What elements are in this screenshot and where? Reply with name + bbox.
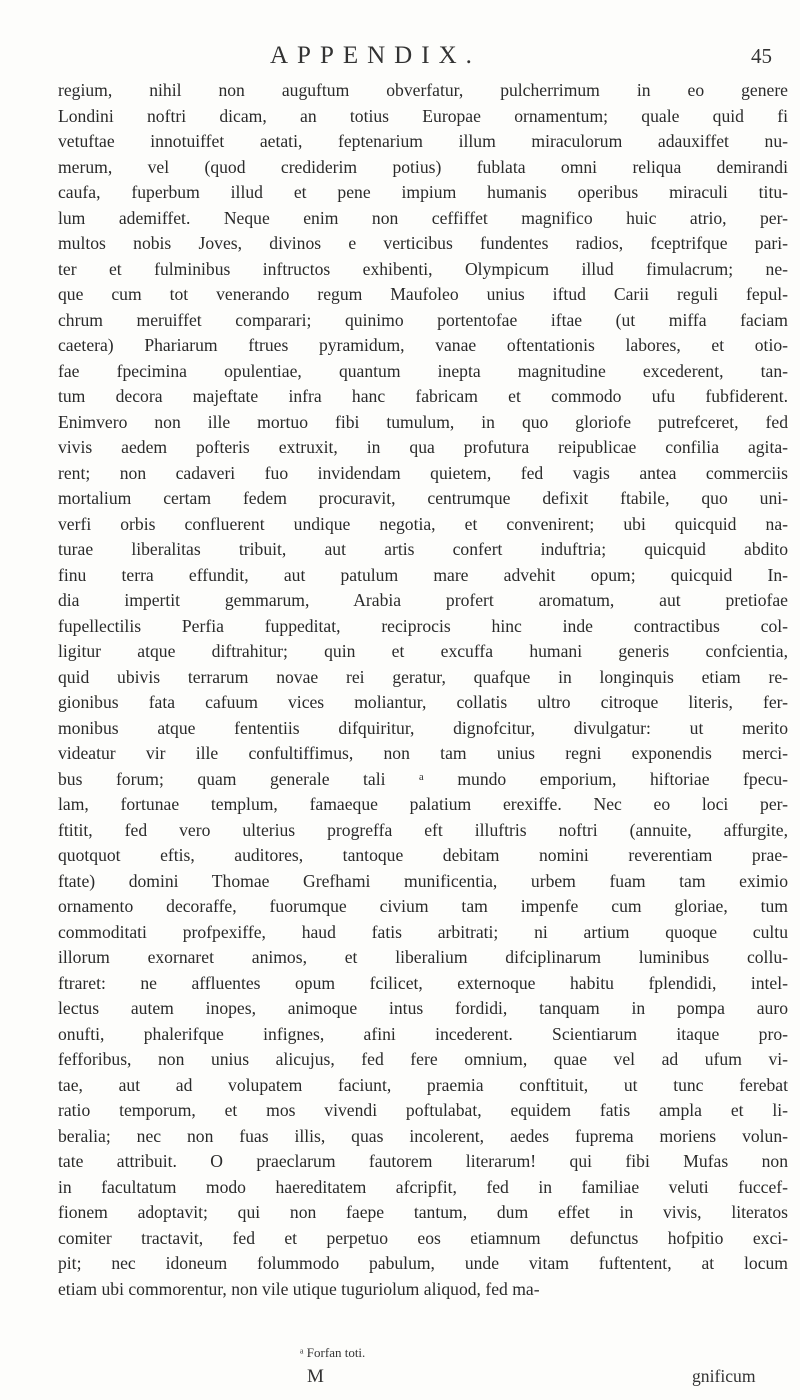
page-number: 45: [751, 44, 772, 68]
text-line: ftitit, fed vero ulterius progreffa eft illuftris noftri (annuite, affurgite,: [58, 819, 788, 840]
text-line: caetera) Phariarum ftrues pyramidum, vanae oftentationis labores, et otio-: [58, 335, 788, 355]
running-title: APPENDIX.: [270, 42, 481, 69]
text-line: beralia; nec non fuas illis, quas incolerent, aedes fuprema moriens volun-: [58, 1125, 788, 1146]
text-line: quid ubivis terrarum novae rei geratur, quafque in longinquis etiam re-: [58, 666, 788, 687]
text-line: lum ademiffet. Neque enim non ceffiffet magnifico huic atrio, per-: [58, 207, 788, 228]
text-line: tae, aut ad volupatem faciunt, praemia conftituit, ut tunc ferebat: [58, 1074, 788, 1095]
text-line: ftraret: ne affluentes opum fcilicet, externoque habitu fplendidi, intel-: [58, 972, 788, 993]
text-line: finu terra effundit, aut patulum mare advehit opum; quicquid In-: [58, 564, 788, 585]
text-line: merum, vel (quod crediderim potius) fublata omni reliqua demirandi: [58, 156, 788, 177]
text-line: fefforibus, non unius alicujus, fed fere omnium, quae vel ad ufum vi-: [58, 1049, 788, 1069]
text-line: tum decora majeftate infra hanc fabricam et commodo ufu fubfiderent.: [58, 386, 788, 406]
text-line: rent; non cadaveri fuo invidendam quietem, fed vagis antea commerciis: [58, 462, 788, 483]
text-line: turae liberalitas tribuit, aut artis confert induftria; quicquid abdito: [58, 539, 788, 559]
text-line: Londini noftri dicam, an totius Europae ornamentum; quale quid fi: [58, 105, 788, 126]
text-line: mortalium certam fedem procuravit, centrumque defixit ftabile, quo uni-: [58, 488, 788, 508]
text-line: monibus atque fententiis difquiritur, dignofcitur, divulgatur: ut merito: [58, 717, 788, 738]
text-line: pit; nec idoneum folummodo pabulum, unde vitam fuftentent, at locum: [58, 1253, 788, 1273]
text-line: lam, fortunae templum, famaeque palatium erexiffe. Nec eo loci per-: [58, 794, 788, 814]
body-text: [58, 78, 788, 1302]
text-line: comiter tractavit, fed et perpetuo eos etiamnum defunctus hofpitio exci-: [58, 1227, 788, 1248]
text-line: gionibus fata cafuum vices moliantur, collatis ultro citroque literis, fer-: [58, 692, 788, 712]
running-head: [60, 42, 780, 72]
signature-mark: M: [307, 1366, 324, 1387]
text-line: ftate) domini Thomae Grefhami munificentia, urbem fuam tam eximio: [58, 870, 788, 891]
text-line: vivis aedem pofteris extruxit, in qua profutura reipublicae confilia agita-: [58, 437, 788, 457]
text-line: ter et fulminibus inftructos exhibenti, Olympicum illud fimulacrum; ne-: [58, 258, 788, 279]
text-line: onufti, phalerifque infignes, afini incederent. Scientiarum itaque pro-: [58, 1023, 788, 1044]
text-line: quotquot eftis, auditores, tantoque debitam nomini reverentiam prae-: [58, 845, 788, 865]
text-line: fae fpecimina opulentiae, quantum inepta magnitudine excederent, tan-: [58, 360, 788, 381]
text-line: caufa, fuperbum illud et pene impium humanis operibus miraculi titu-: [58, 182, 788, 202]
text-line: fionem adoptavit; qui non faepe tantum, dum effet in vivis, literatos: [58, 1202, 788, 1222]
text-line: dia impertit gemmarum, Arabia profert aromatum, aut pretiofae: [58, 590, 788, 610]
text-line: in facultatum modo haereditatem afcripfit, fed in familiae veluti fuccef-: [58, 1176, 788, 1197]
text-line: lectus autem inopes, animoque intus fordidi, tanquam in pompa auro: [58, 998, 788, 1018]
text-line: bus forum; quam generale tali ᵃ mundo emporium, hiftoriae fpecu-: [58, 768, 788, 789]
text-line: etiam ubi commorentur, non vile utique tuguriolum aliquod, fed ma-: [58, 1278, 540, 1299]
text-line: fupellectilis Perfia fuppeditat, reciprocis hinc inde contractibus col-: [58, 615, 788, 636]
text-line: multos nobis Joves, divinos e verticibus fundentes radios, fceptrifque pari-: [58, 233, 788, 253]
text-line: videatur vir ille confultiffimus, non tam unius regni exponendis merci-: [58, 743, 788, 763]
text-line: vetuftae innotuiffet aetati, feptenarium illum miraculorum adauxiffet nu-: [58, 131, 788, 151]
text-line: ornamento decoraffe, fuorumque civium tam impenfe cum gloriae, tum: [58, 896, 788, 916]
text-line: illorum exornaret animos, et liberalium difciplinarum luminibus collu-: [58, 947, 788, 967]
text-line: commoditati profpexiffe, haud fatis arbitrati; ni artium quoque cultu: [58, 921, 788, 942]
text-line: tate attribuit. O praeclarum fautorem literarum! qui fibi Mufas non: [58, 1151, 788, 1171]
text-line: verfi orbis confluerent undique negotia, et convenirent; ubi quicquid na-: [58, 513, 788, 534]
catchword: gnificum: [692, 1366, 756, 1386]
text-line: chrum meruiffet comparari; quinimo portentofae iftae (ut miffa faciam: [58, 309, 788, 330]
text-line: regium, nihil non auguftum obverfatur, pulcherrimum in eo genere: [58, 80, 788, 100]
text-line: que cum tot venerando regum Maufoleo unius iftud Carii reguli fepul-: [58, 284, 788, 304]
text-line: Enimvero non ille mortuo fibi tumulum, in quo gloriofe putrefceret, fed: [58, 411, 788, 432]
text-line: ratio temporum, et mos vivendi poftulabat, equidem fatis ampla et li-: [58, 1100, 788, 1120]
text-line: ligitur atque diftrahitur; quin et excuffa humani generis confcientia,: [58, 641, 788, 661]
footnote: ᵃ Forfan toti.: [300, 1345, 366, 1360]
